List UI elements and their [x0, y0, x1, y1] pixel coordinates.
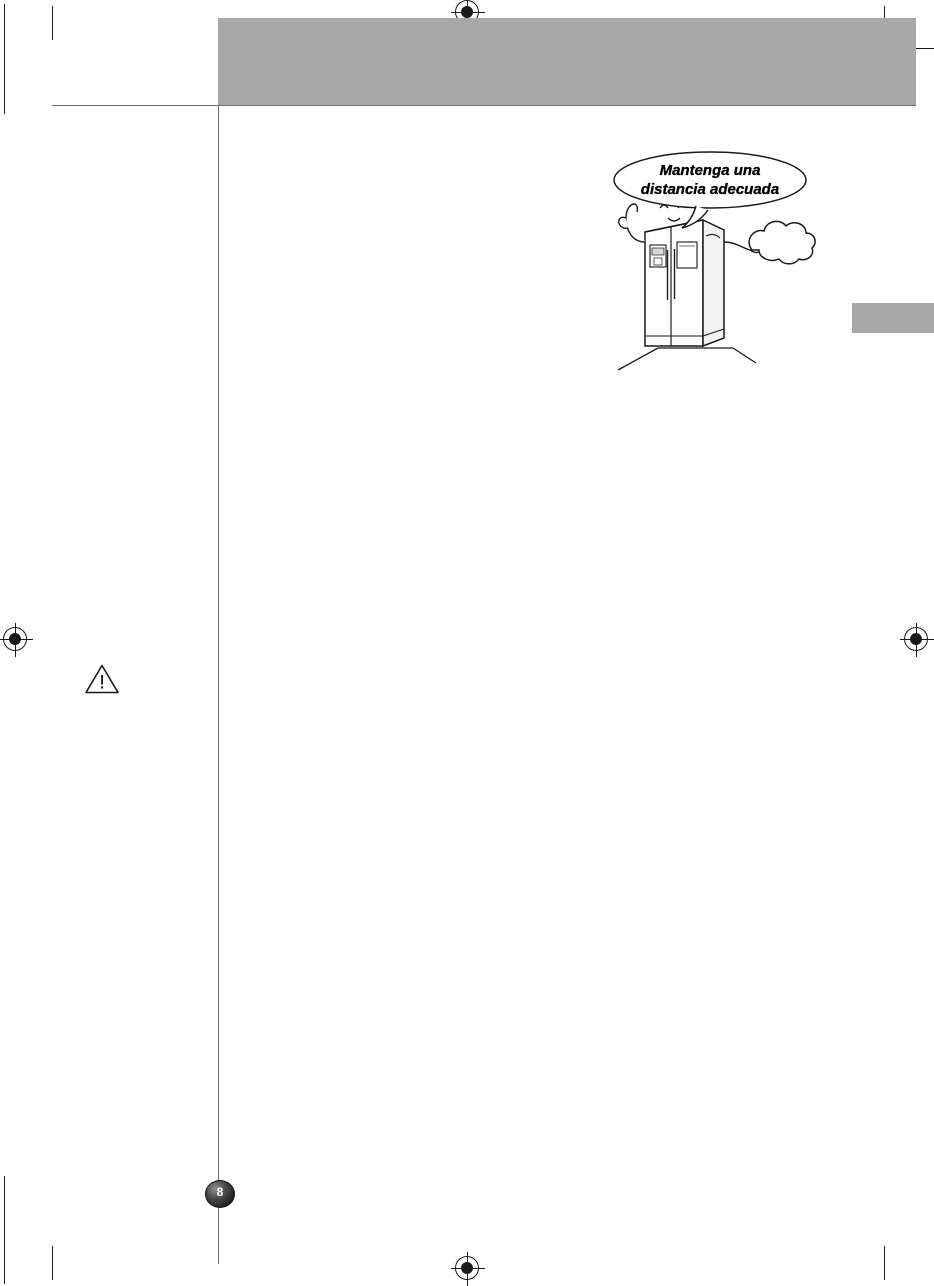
- page-number-text: 8: [216, 1185, 224, 1199]
- crop-mark-left-edge: [4, 1176, 5, 1284]
- side-index-tab: [852, 303, 934, 333]
- registration-mark-right-middle: [900, 623, 934, 657]
- page-number-badge: [205, 1180, 235, 1208]
- column-divider: [218, 106, 219, 1264]
- header-rule: [52, 105, 916, 106]
- warning-triangle-icon: [84, 663, 120, 695]
- crop-mark-right-edge-top: [916, 48, 934, 49]
- speech-bubble-line-2: distancia adecuada: [640, 181, 780, 198]
- speech-bubble-line-1: Mantenga una: [659, 162, 761, 179]
- crop-mark-top-left-vertical: [52, 6, 53, 40]
- registration-mark-left-middle: [0, 623, 33, 657]
- section-header-band: [218, 18, 916, 106]
- refrigerator-distance-illustration: [600, 150, 850, 390]
- crop-mark-bottom-right-vertical: [884, 1246, 885, 1280]
- crop-mark-top-left-horizontal: [4, 4, 5, 114]
- registration-mark-bottom-center: [451, 1252, 485, 1286]
- crop-mark-bottom-left-vertical: [52, 1246, 53, 1280]
